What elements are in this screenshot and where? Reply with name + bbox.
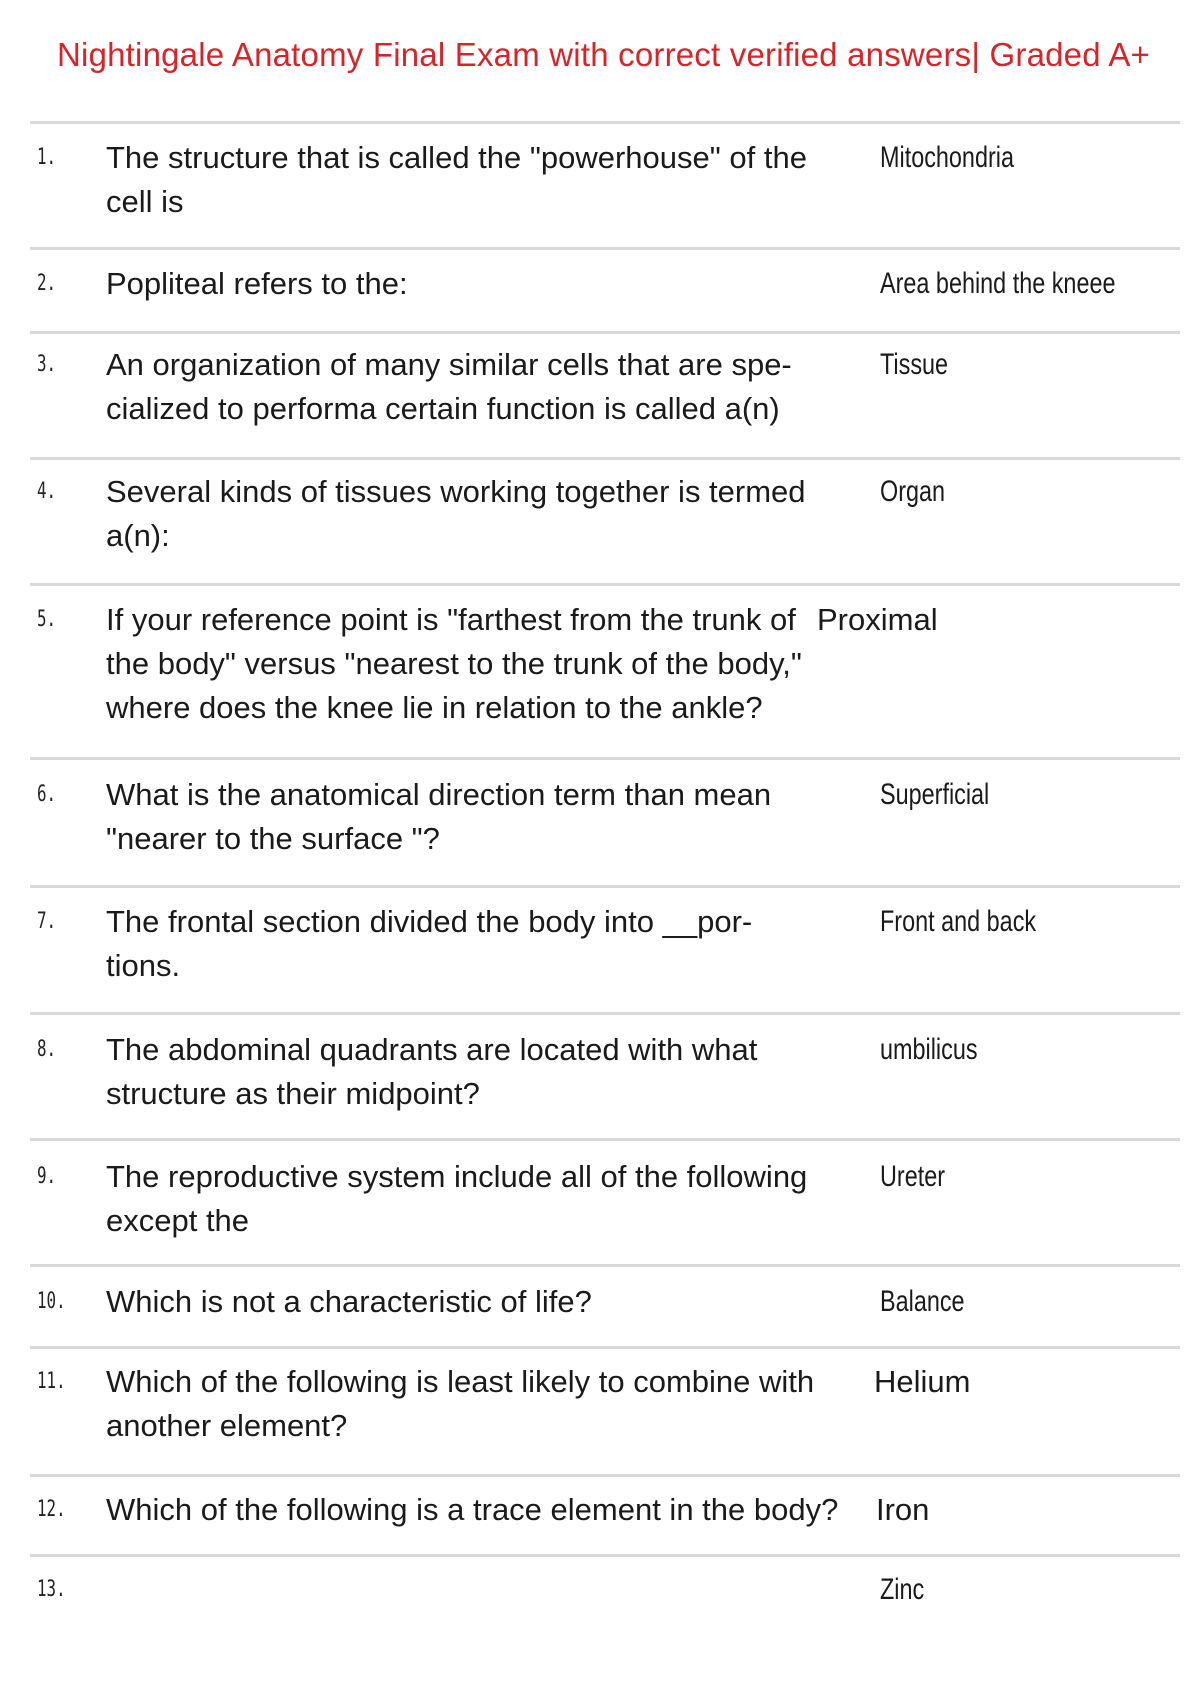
divider — [30, 331, 1180, 334]
document-title: Nightingale Anatomy Final Exam with correct verified answers| Graded A+ — [57, 36, 1151, 73]
answer-text: Iron — [876, 1492, 930, 1527]
question-number: 13. — [37, 1577, 66, 1602]
question-text: Popliteal refers to the: — [106, 266, 408, 301]
question-text: Which of the following is a trace element in the body? — [106, 1492, 839, 1527]
divider — [30, 1264, 1180, 1267]
question-text: An organization of many similar cells that are spe- cialized to performa certain function is called a(n) — [106, 347, 792, 426]
question-number: 7. — [37, 909, 57, 934]
divider — [30, 1138, 1180, 1141]
question-text: What is the anatomical direction term than mean "nearer to the surface "? — [106, 777, 772, 856]
question-number: 9. — [37, 1164, 57, 1189]
question-text: The frontal section divided the body into __por- tions. — [106, 904, 753, 983]
answer-text: Superficial — [880, 778, 990, 811]
divider — [30, 1554, 1180, 1557]
answer-text: Balance — [880, 1285, 965, 1318]
question-number: 10. — [37, 1289, 66, 1314]
question-number: 11. — [37, 1369, 66, 1394]
divider — [30, 457, 1180, 460]
question-text: Several kinds of tissues working together is termed a(n): — [106, 474, 806, 553]
divider — [30, 121, 1180, 124]
answer-text: Ureter — [880, 1160, 946, 1193]
answer-text: Tissue — [880, 348, 949, 381]
question-number: 8. — [37, 1037, 57, 1062]
question-number: 4. — [37, 479, 57, 504]
question-number: 12. — [37, 1497, 66, 1522]
question-text: The abdominal quadrants are located with what structure as their midpoint? — [106, 1032, 758, 1111]
answer-text: Front and back — [880, 905, 1037, 938]
question-number: 5. — [37, 607, 57, 632]
answer-text: Zinc — [880, 1573, 925, 1606]
question-number: 6. — [37, 782, 57, 807]
question-number: 3. — [37, 352, 57, 377]
answer-text: Mitochondria — [880, 141, 1014, 174]
divider — [30, 583, 1180, 586]
question-text: If your reference point is "farthest from the trunk of the body" versus "nearest to the trunk of the body," where does the knee lie in relation to the ankle? — [106, 602, 802, 725]
question-number: 1. — [37, 145, 57, 170]
divider — [30, 885, 1180, 888]
answer-text: Proximal — [817, 602, 938, 637]
divider — [30, 247, 1180, 250]
answer-text: umbilicus — [880, 1033, 978, 1066]
answer-text: Helium — [874, 1364, 971, 1399]
question-number: 2. — [37, 271, 57, 296]
answer-text: Area behind the kneee — [880, 267, 1116, 300]
divider — [30, 1012, 1180, 1015]
question-text: The reproductive system include all of the following except the — [106, 1159, 808, 1238]
answer-text: Organ — [880, 475, 946, 508]
divider — [30, 1474, 1180, 1477]
question-text: Which is not a characteristic of life? — [106, 1284, 592, 1319]
divider — [30, 1346, 1180, 1349]
question-text: Which of the following is least likely to combine with another element? — [106, 1364, 815, 1443]
question-text: The structure that is called the "powerhouse" of the cell is — [106, 140, 807, 219]
divider — [30, 757, 1180, 760]
